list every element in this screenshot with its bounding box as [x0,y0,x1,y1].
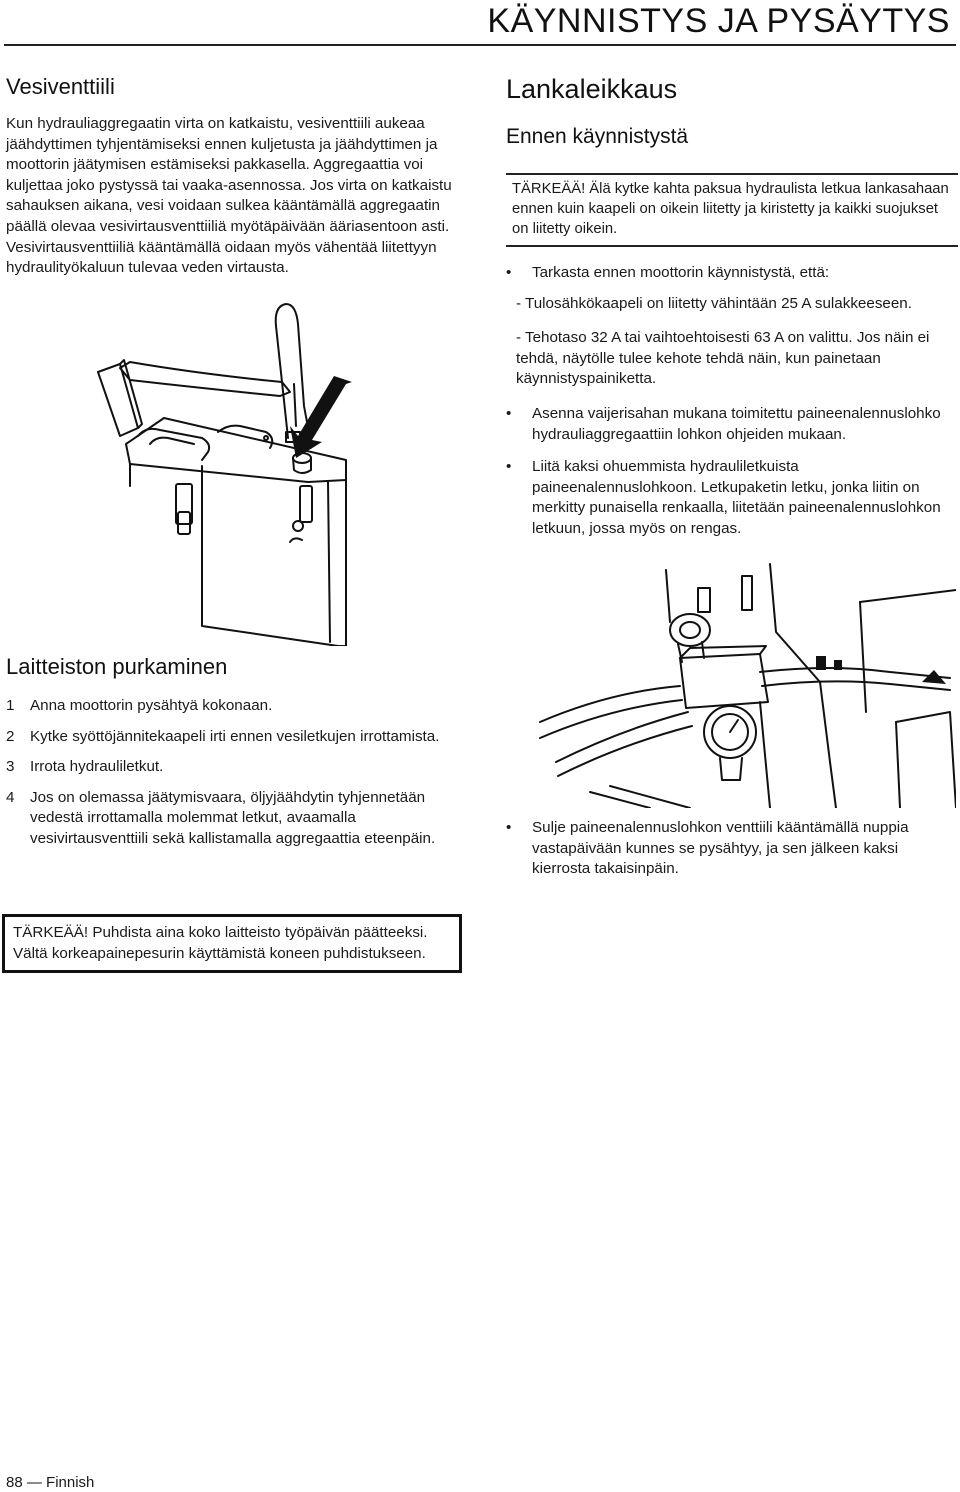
dash-item: - Tulosähkökaapeli on liitetty vähintään 25 A sulakkeeseen. [516,294,912,312]
list-item-number: 3 [6,758,15,776]
section-purkaminen [6,654,456,860]
list-item-number: 2 [6,727,15,745]
bullet-item [506,404,958,445]
bullet-item [506,818,958,890]
section-vesiventtiili [6,74,456,279]
bullet-marker: • [506,819,512,836]
list-item [6,727,456,748]
bullet-item [506,263,958,284]
list-item [6,696,456,717]
bullet-marker: • [506,264,512,281]
header-rule [4,44,956,46]
list-item [6,788,456,850]
bullet-text: Asenna vaijerisahan mukana toimitettu paineenalennuslohko hydrauliaggregaattiin lohkon ohjeiden mukaan. [532,404,941,443]
dash-item: - Tehotaso 32 A tai vaihtoehtoisesti 63 A on valittu. Jos näin ei tehdä, näytölle tulee kehote tehdä näin, kun painetaan käynnistyspainiketta. [516,329,930,388]
section-title-vesiventtiili: Vesiventtiili [6,74,115,99]
vesiventtiili-body: Kun hydrauliaggregaatin virta on katkaistu, vesiventtiili aukeaa jäähdyttimen tyhjentämiseksi ennen kuljetusta ja jäähdyttimen ja moottorin jäätymisen estämiseksi pakkasella. Aggregaattia voi kuljettaa joko pystyssä tai vaaka-asennossa. Jos virta on katkaistu sahauksen aikana, vesi voidaan sulkea kääntämällä aggregaatin päällä olevaa vesivirtausventtiiliä myötäpäivään ääriasentoon asti. Vesivirtausventtiiliä kääntämällä oidaan myös vähentää liitettyyn hydraulityökaluun tulevaa veden virtausta. [6,115,452,277]
pressure-relief-block-illustration [530,562,956,808]
bullet-item [506,457,958,539]
section-lankaleikkaus [506,74,958,550]
list-item-number: 1 [6,697,15,714]
section-title-lankaleikkaus: Lankaleikkaus [506,74,678,104]
bullet-text: Tarkasta ennen moottorin käynnistystä, että: [532,264,830,281]
important-note: TÄRKEÄÄ! Älä kytke kahta paksua hydraulista letkua lankasahaan ennen kuin kaapeli on oikein liitetty ja kiristetty ja kaikki suojukset on liitetty oikein. [506,173,958,247]
list-item [6,757,456,778]
list-item-number: 4 [6,788,15,806]
list-item-text: Jos on olemassa jäätymisvaara, öljyjäähdytin tyhjennetään vedestä irrottamalla molemmat letkut, avaamalla vesivirtausventtiili sekä kallistamalla aggregaattia eteenpäin. [30,788,436,847]
aggregate-valve-illustration [90,296,360,646]
list-item-text: Anna moottorin pysähtyä kokonaan. [30,697,273,714]
list-item-text: Kytke syöttöjännitekaapeli irti ennen vesiletkujen irrottamista. [30,727,440,745]
bullet-text: Sulje paineenalennuslohkon venttiili kääntämällä nuppia vastapäivään kunnes se pysähtyy, ja sen jälkeen kaksi kierrosta takaisinpäin. [532,819,909,878]
footer-dash: — [26,1474,42,1491]
page-number: 88 [6,1474,23,1491]
section-title-purkaminen: Laitteiston purkaminen [6,654,228,679]
bullet-marker: • [506,404,512,422]
section-subtitle-ennen-kaynnistysta: Ennen käynnistystä [506,125,689,148]
page-footer [6,1474,94,1491]
page-title: KÄYNNISTYS JA PYSÄYTYS [487,2,950,40]
bullet-text: Liitä kaksi ohuemmista hydrauliletkuista paineenalennuslohkoon. Letkupaketin letku, jonka liitin on merkitty punaisella renkaalla, liitetään paineenalennuslohkon letkuun, jossa myös on rengas. [532,458,941,537]
bullet-marker: • [506,458,512,476]
footer-language: Finnish [46,1474,95,1491]
list-item-text: Irrota hydrauliletkut. [30,758,164,776]
important-note-box: TÄRKEÄÄ! Puhdista aina koko laitteisto työpäivän päätteeksi. Vältä korkeapainepesurin käyttämistä koneen puhdistukseen. [2,914,462,973]
